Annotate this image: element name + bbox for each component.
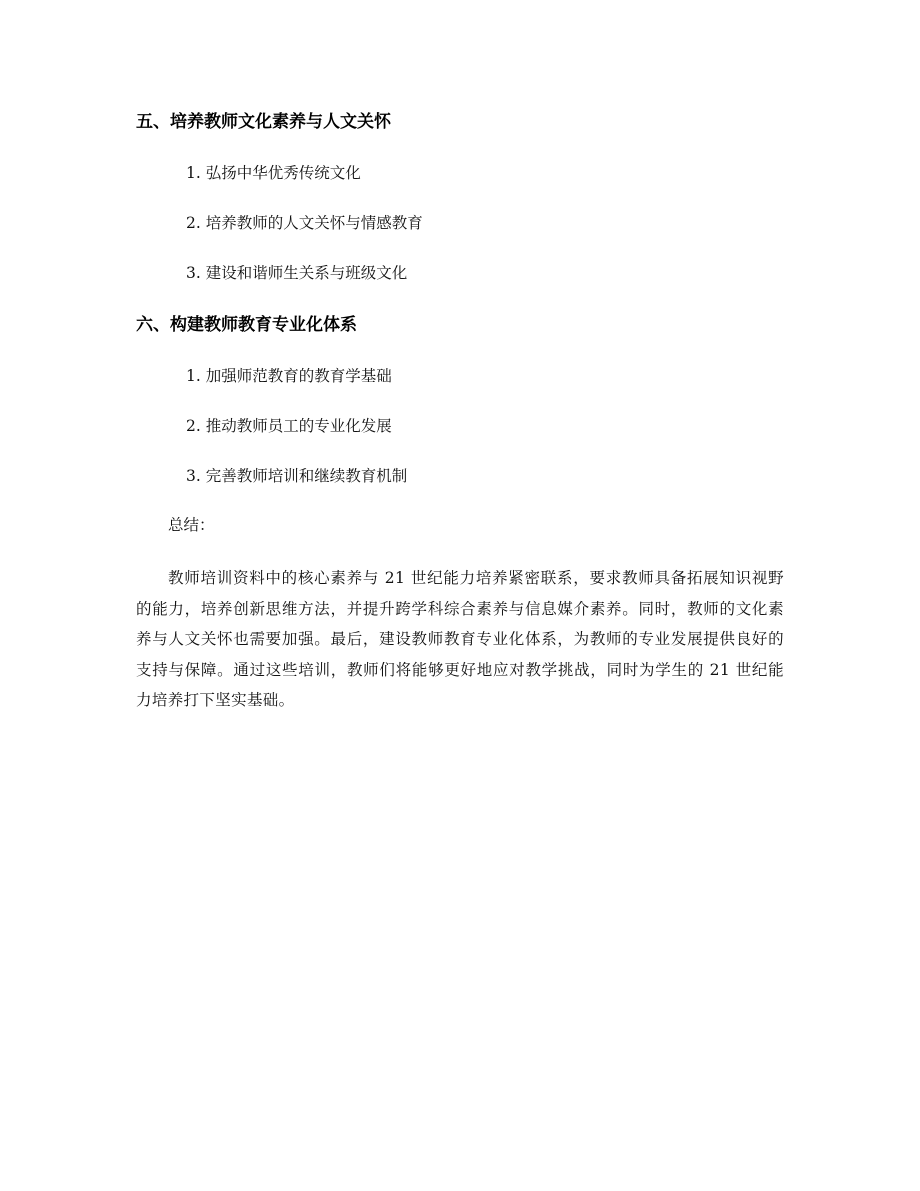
section-6-item-3: 3. 完善教师培训和继续教育机制 [186,467,408,485]
summary-paragraph: 教师培训资料中的核心素养与 21 世纪能力培养紧密联系，要求教师具备拓展知识视野的能力，培养创新思维方法，并提升跨学科综合素养与信息媒介素养。同时，教师的文化素养与人文关怀也需要加强。最后，建设教师教育专业化体系，为教师的专业发展提供良好的支持与保障。通过这些培训，教师们将能够更好地应对教学挑战，同时为学生的 21 世纪能力培养打下坚实基础。 [136,569,784,709]
section-5-item-3: 3. 建设和谐师生关系与班级文化 [186,264,408,282]
section-6-heading: 六、构建教师教育专业化体系 [136,315,357,335]
section-6-item-2: 2. 推动教师员工的专业化发展 [186,417,392,435]
section-5-item-2: 2. 培养教师的人文关怀与情感教育 [186,214,423,232]
section-5-item-1: 1. 弘扬中华优秀传统文化 [186,164,361,182]
section-6-item-1: 1. 加强师范教育的教育学基础 [186,367,392,385]
summary-label: 总结： [168,516,215,534]
section-5-heading: 五、培养教师文化素养与人文关怀 [136,112,391,132]
